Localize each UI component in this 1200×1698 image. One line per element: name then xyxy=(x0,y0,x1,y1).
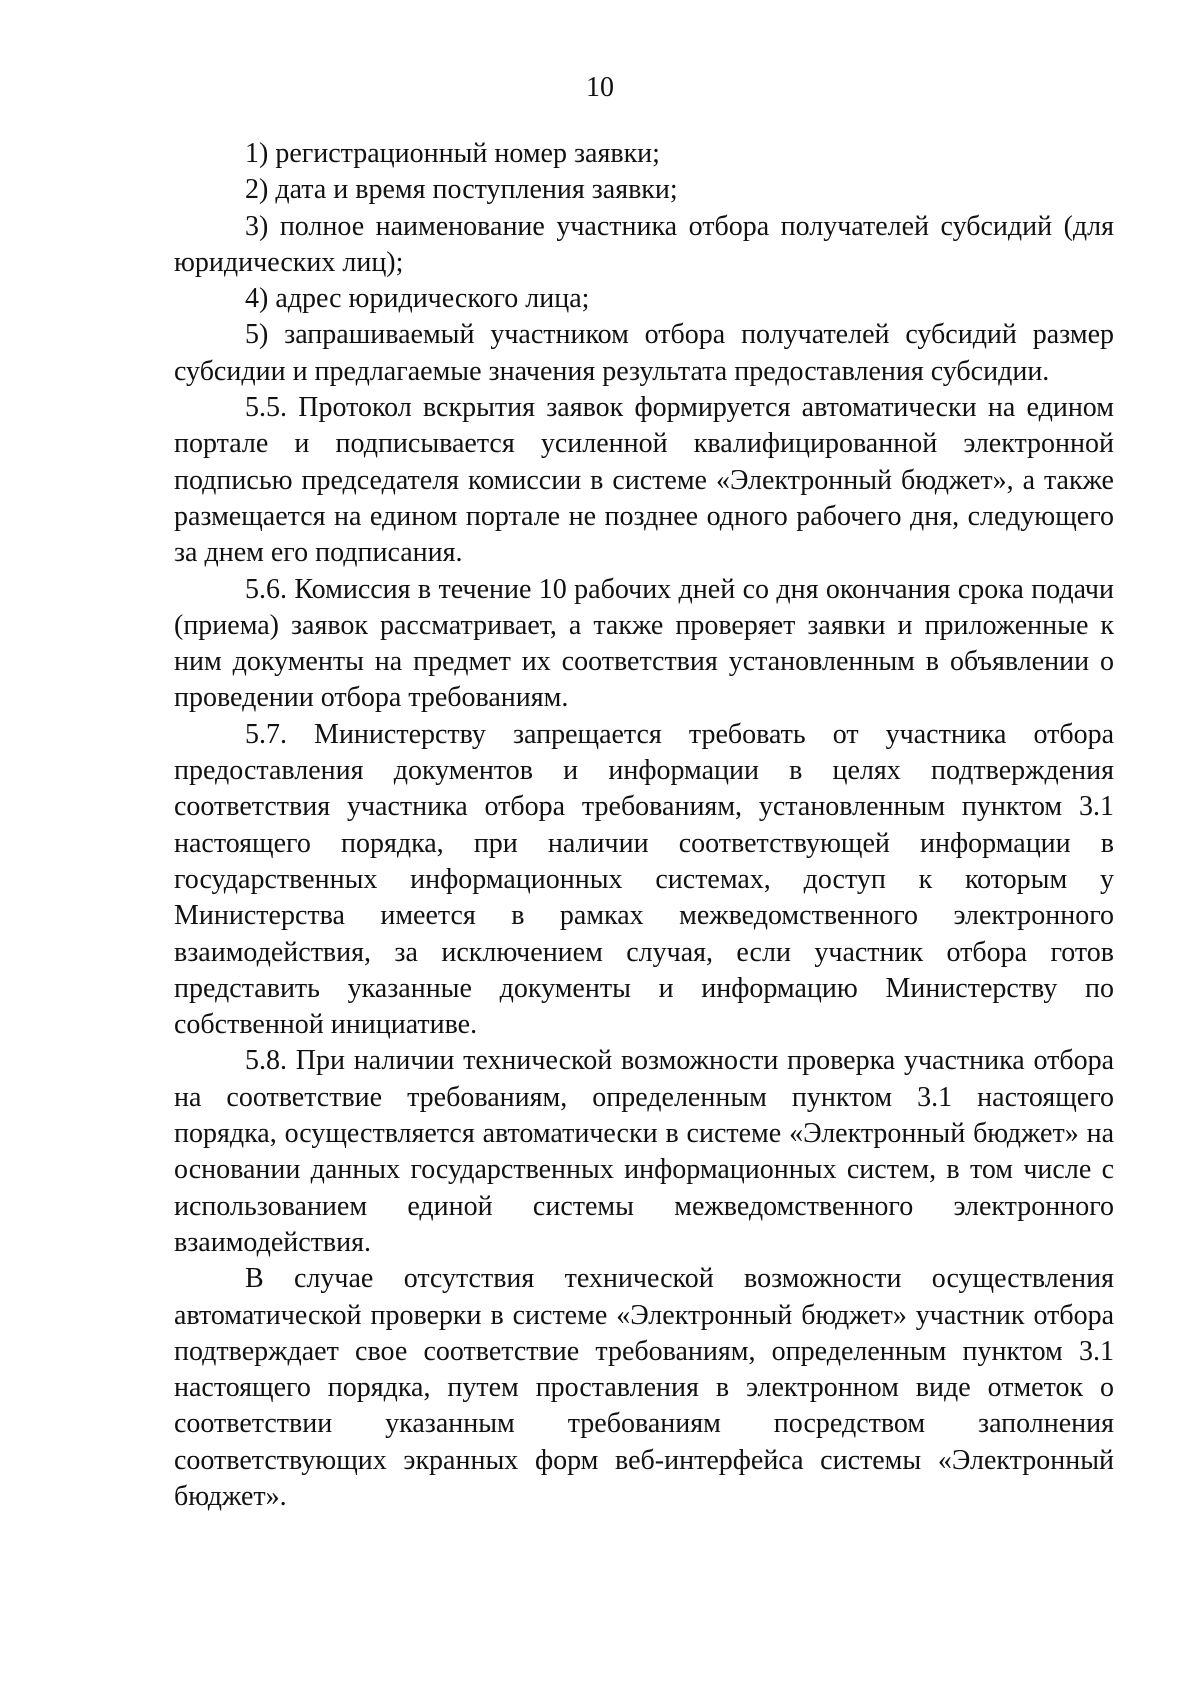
document-body xyxy=(174,136,1114,1515)
paragraph-item-2: 2) дата и время поступления заявки; xyxy=(245,174,678,206)
page-number: 10 xyxy=(586,72,614,103)
paragraph-item-5: 5) запрашиваемый участником отбора получателей субсидий размер субсидии и предлагаемые значения результата предоставления субсидии. xyxy=(174,319,1114,387)
paragraph-5-8-continued: В случае отсутствия технической возможности осуществления автоматической проверки в системе «Электронный бюджет» участник отбора подтверждает свое соответствие требованиям, определенным пунктом 3.1 настоящего порядка, путем проставления в электронном виде отметок о соответствии указанным требованиям посредством заполнения соответствующих экранных форм веб-интерфейса системы «Электронный бюджет». xyxy=(174,1263,1114,1512)
paragraph-item-1: 1) регистрационный номер заявки; xyxy=(245,138,660,169)
paragraph-5-5: 5.5. Протокол вскрытия заявок формируется автоматически на едином портале и подписывается усиленной квалифицированной электронной подписью председателя комиссии в системе «Электронный бюджет», а также размещается на едином портале не позднее одного рабочего дня, следующего за днем его подписания. xyxy=(174,392,1114,569)
paragraph-5-7: 5.7. Министерству запрещается требовать от участника отбора предоставления документов и информации в целях подтверждения соответствия участника отбора требованиям, установленным пунктом 3.1 настоящего порядка, при наличии соответствующей информации в государственных информационных системах, доступ к которым у Министерства имеется в рамках межведомственного электронного взаимодействия, за исключением случая, если участник отбора готов представить указанные документы и информацию Министерству по собственной инициативе. xyxy=(174,718,1114,1041)
paragraph-5-6: 5.6. Комиссия в течение 10 рабочих дней со дня окончания срока подачи (приема) заявок рассматривает, а также проверяет заявки и приложенные к ним документы на предмет их соответствия установленным в объявлении о проведении отбора требованиям. xyxy=(174,573,1114,714)
paragraph-item-3: 3) полное наименование участника отбора получателей субсидий (для юридических лиц); xyxy=(174,210,1114,278)
paragraph-5-8: 5.8. При наличии технической возможности проверка участника отбора на соответствие требованиям, определенным пунктом 3.1 настоящего порядка, осуществляется автоматически в системе «Электронный бюджет» на основании данных государственных информационных систем, в том числе с использованием единой системы межведомственного электронного взаимодействия. xyxy=(174,1045,1114,1258)
paragraph-item-4: 4) адрес юридического лица; xyxy=(245,283,590,315)
